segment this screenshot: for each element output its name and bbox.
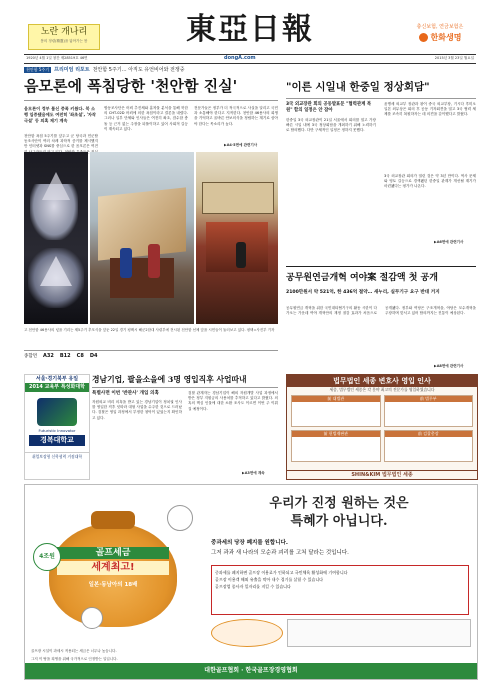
masthead-left-ad[interactable] [28, 24, 100, 50]
second-story-headline[interactable]: 경남기업, 팔을소을에 3명 영입직후 사업따내 [92, 375, 247, 384]
pension-story-continued[interactable]: ▶A8면에 관련기사 [434, 364, 464, 368]
golf-ad-lead-2: 그저 과과 새 나라의 모순과 괴리를 고쳐 달라는 것입니다. [211, 550, 349, 556]
golf-ad-side-2: 그저 이 땅을 희생을 위해 국가적으로 인정받는 일입니다. [31, 657, 118, 661]
right-story-body-2: 윤병세 외교부 장관과 왕이 중국 외교부장, 기시다 후미오 일본 외무상은 회의 후 공동 기자회견을 열고 3국 협력 체제를 조속히 복원하자는 데 의견을 같이했다고 밝혔다. [384, 102, 476, 117]
law-firm-ad-box [291, 395, 381, 427]
masthead-right-ad[interactable] [404, 22, 476, 48]
page-index-item[interactable]: D4 [89, 353, 98, 359]
top-story-headline[interactable]: 음모론에 폭침당한 '천안함 진실' [24, 77, 238, 95]
golf-ball-icon [167, 505, 193, 531]
page-index-item[interactable]: A32 [43, 353, 54, 359]
golf-ad-footer: 대한골프협회 · 한국골프장경영협회 [25, 663, 477, 679]
page-index-item[interactable]: C8 [76, 353, 84, 359]
golf-ad-bullets-box [211, 565, 469, 615]
masthead-right-ad-brand: 한화생명 [430, 33, 462, 42]
golf-ad-bag-1: 골프세금 [57, 547, 169, 559]
right-story-headline[interactable]: "이른 시일내 한중일 정상회담" [286, 81, 430, 93]
top-story-photo-collage[interactable] [24, 152, 278, 326]
law-firm-ad-box [384, 395, 474, 427]
right-story-body-3: 3국 외교장관 회의가 열린 것은 약 3년 만이다. 역사 문제와 영토 갈등으로 경색됐던 한중일 관계가 개선될 계기가 마련됐다는 평가가 나온다. [384, 174, 476, 189]
university-ad-bottom: 취업보장형 신학협력 거점대학 [25, 452, 89, 461]
pension-story-sub: 2100만원서 약 521억, 한 436억 절약… 새누리, 실무기구 요구 반대 거지 [286, 290, 440, 295]
university-logo-icon [37, 398, 77, 426]
golf-ball-icon [81, 607, 103, 629]
university-ad[interactable] [24, 374, 90, 480]
top-story-body-2: 합동조사단은 어뢰 추진체와 흡착물 분석을 통해 북한의 CHT-02D 어뢰에 의한 폭침이라고 결론을 내렸다. 그러나 일부 단체와 인사들은 여전히 좌초, 잠수함 충돌 등 근거 없는 주장을 되풀이하고 있어 사회적 갈등이 계속되고 있다. [104, 106, 188, 131]
photo-hull [196, 152, 278, 324]
page-index-item[interactable]: B12 [59, 353, 71, 359]
golf-ad-info-box [287, 619, 471, 647]
masthead-right-ad-line1: 충신보험, 연금보험은 [416, 24, 464, 30]
pension-story-body: 공무원연금 개혁을 위한 국민대타협기구의 활동 시한이 다가오는 가운데 여야 개혁안의 재정 절감 효과가 처음으로 공개됐다. 정부와 여당은 구조개혁을, 야당은 모수개혁을 주장하며 맞서고 있어 합의까지는 진통이 예상된다. [286, 306, 476, 316]
top-story-continued[interactable]: ▶A4·5면에 관련기사 [224, 143, 258, 147]
university-ad-school: 경복대학교 [29, 435, 85, 446]
law-firm-ad[interactable] [286, 374, 478, 480]
golf-ad-chart-placeholder [211, 619, 283, 647]
section-badge: 천안함 5주기 [26, 66, 50, 72]
golf-ad[interactable] [24, 484, 478, 680]
top-story-subheadline: 천안함 5주기… 아직도 유언비어와 전쟁중 [92, 67, 185, 73]
masthead-info-center[interactable]: dongA.com [224, 55, 256, 61]
golf-ad-bag-2: 세계최고! [57, 561, 169, 575]
law-firm-ad-footer: SHIN&KIM 법무법인 세종 [287, 470, 477, 479]
golf-ad-side-1: 골프장 시설이 과세시 적용되는 세금은 너무나 높습니다. [31, 649, 117, 653]
golf-ad-bullet: 골프장 이용객 해외 유출을 막아 내수 경기를 살릴 수 있습니다 [215, 577, 324, 582]
second-story-sub: 특별사면 이번 '반관사' 개입 의혹 [92, 391, 159, 396]
golf-ad-graphic [29, 489, 197, 647]
law-firm-ad-box-label: 前 대법관 [292, 396, 380, 402]
right-story-body-1: 한중일 3국 외교장관이 21일 서울에서 회의를 열고 가장 빠른 시일 내에 3국 정상회담을 개최하기 위해 노력하기로 합의했다. 다만 구체적인 일정은 정하지 못했다. [286, 118, 376, 133]
golf-ad-bag-4: 4조원 [33, 543, 61, 571]
money-bag-icon [49, 523, 177, 627]
right-story [286, 66, 476, 266]
top-story-photo-caption: 고 천안함 46용사의 넋을 기리는 제5주기 추모식을 앞둔 22일 경기 평택시 해군2함대 사령부에 전시된 천안함 선체 앞을 시민들이 둘러보고 있다. 평택=사진부 기자 [24, 328, 275, 332]
law-firm-ad-box [291, 430, 381, 462]
law-firm-ad-intro: 세종, 법무법인 세종은 각 분야 최고의 전문가를 영입하였습니다 [329, 387, 435, 392]
second-story [92, 374, 278, 478]
university-ad-top: 서울·경기북부 유일 [35, 376, 79, 382]
masthead-info-bar [24, 54, 476, 64]
university-ad-brand: Futuristic Innovator [38, 428, 76, 433]
photo-night-memorial [24, 152, 88, 324]
pension-story-headline[interactable]: 공무원연금개혁 여야案 절감액 첫 공개 [286, 273, 438, 283]
top-story-deck: 음모론이 정부 불신 증폭 키웠다. 북 소행 입증됐음에도 여전히 '좌초설', '자작극설' 등 의혹 제기 계속 [24, 106, 96, 123]
masthead-info-left: 1920년 4월 1일 창간 제28519호 46면 [26, 56, 88, 60]
masthead [0, 0, 500, 62]
top-story [24, 66, 278, 370]
golf-ad-bag-3: 일본·동남아의 18배 [88, 582, 138, 588]
pension-story [286, 266, 476, 370]
golf-ad-slogan-1: 우리가 진정 원하는 것은 [269, 496, 409, 511]
second-story-body-1: 자원외교 비리 의혹을 받고 있는 경남기업이 정치권 인사를 영입한 직후 잇따라 대형 사업을 수주한 것으로 드러났다. 검찰은 영입 과정에서 부정한 청탁이 있었는지 확인하고 있다. [92, 400, 182, 420]
page-index-label: 종합면 [24, 354, 38, 359]
top-story-body-1: 천안함 폭침 5주기를 앞두고 군 당국과 민군합동조사단이 여러 차례 과학적 증거를 제시했지만 인터넷과 SNS를 중심으로 한 음모론은 여전 [24, 134, 98, 149]
law-firm-ad-box-label: 前 검찰총장 [385, 431, 473, 437]
photo-ship-wreck [90, 152, 194, 324]
golf-ad-lead: 중과세의 당장 폐지를 원합니다. [211, 540, 288, 546]
top-story-body-3: 전문가들은 정부가 더 적극적으로 사실을 알리고 국민과 소통해야 한다고 지적한다. 천안함 46용사의 희생을 기억하고 올바른 안보의식을 정립하는 계기로 삼아야 한다는 목소리가 높다. [194, 106, 278, 126]
series-label: 프리미엄 리포트 [54, 67, 90, 73]
masthead-title: 東亞日報 [186, 12, 314, 47]
university-ad-headline: 2014 교육부 특성화대학 [25, 383, 89, 392]
hanwha-logo-icon [419, 33, 428, 42]
masthead-info-right: 2015년 3월 23일 월요일 [434, 56, 474, 60]
masthead-left-ad-label: 노란 개나리 [40, 27, 88, 37]
golf-ad-bullet: 중과세를 폐지하면 골프장 이용료가 인하되고 국민체육 활성화에 기여합니다 [215, 570, 348, 575]
second-story-body-2: 검찰 관계자는 경남기업이 해외 자원개발 사업 과정에서 받은 정부 지원금의 사용처를 추적하고 있다고 밝혔다. 의혹의 핵심 인물에 대한 소환 조사도 이르면 이번 주 이뤄질 예정이다. [188, 391, 278, 411]
second-story-continued[interactable]: ▶A3면에 계속 [242, 471, 265, 475]
law-firm-ad-box-label: 前 법무부 [385, 396, 473, 402]
golf-ad-slogan-2: 특혜가 아닙니다. [290, 514, 388, 529]
masthead-left-ad-sub: 봄의 정령(精靈)을 닮아가는 봄 [40, 39, 88, 43]
right-story-sub: 3국 외교장관 회의 공동발표문 "협력관계 복원" 합의 일정은 안 잡아 [286, 102, 372, 113]
law-firm-ad-box-label: 前 헌법재판관 [292, 431, 380, 437]
law-firm-ad-box [384, 430, 474, 462]
page-index [24, 350, 278, 361]
law-firm-ad-title: 법무법인 세종 변호사 영입 인사 [287, 375, 477, 387]
golf-ad-bullet: 골프장업 종사자 일자리를 지킬 수 있습니다 [215, 584, 291, 589]
right-story-continued[interactable]: ▶A6면에 관련기사 [434, 240, 464, 244]
